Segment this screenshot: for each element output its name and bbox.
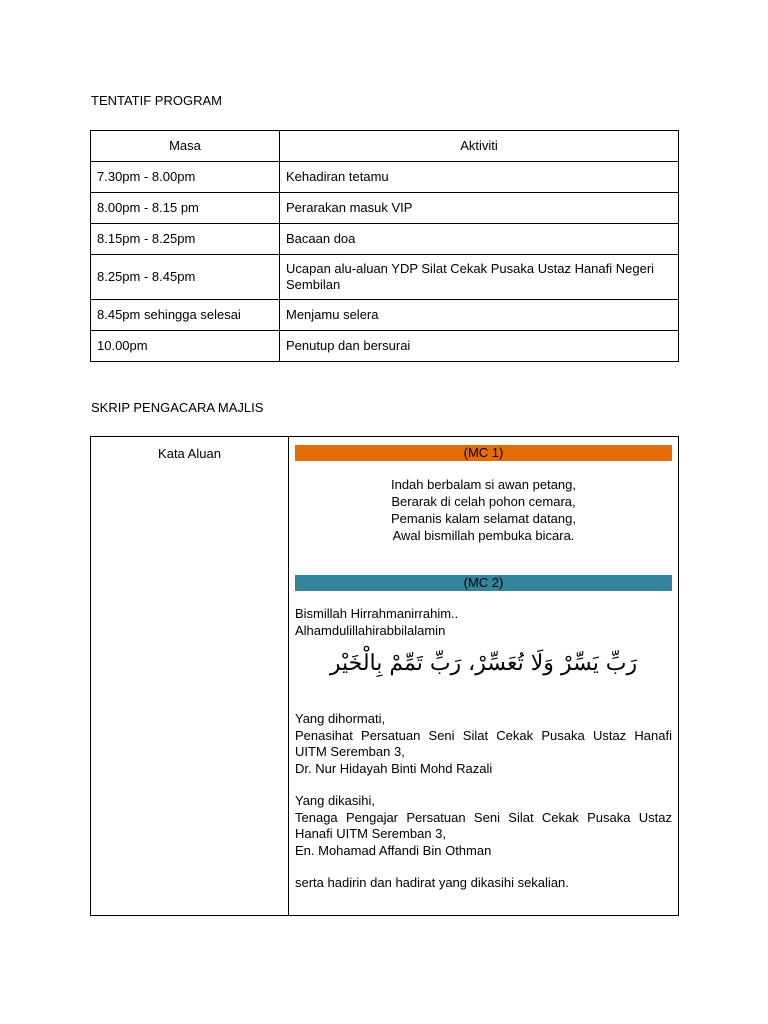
pantun bbox=[295, 476, 672, 544]
arabic-prayer: رَبِّ يَسِّرْ وَلَا تُعَسِّرْ، رَبِّ تَمِّمْ بِالْخَيْر bbox=[329, 651, 638, 676]
cell-aktiviti: Kehadiran tetamu bbox=[280, 162, 679, 193]
pantun-line: Berarak di celah pohon cemara, bbox=[391, 494, 576, 509]
section-label: Kata Aluan bbox=[158, 446, 221, 461]
greeting-line: Bismillah Hirrahmanirrahim.. bbox=[295, 606, 459, 621]
column-divider bbox=[288, 437, 289, 915]
cell-masa: 8.15pm - 8.25pm bbox=[91, 224, 280, 255]
cell-masa: 8.00pm - 8.15 pm bbox=[91, 193, 280, 224]
salutation-line: Yang dihormati, bbox=[295, 711, 386, 726]
pantun-line: Indah berbalam si awan petang, bbox=[390, 477, 576, 492]
salutation-line: Penasihat Persatuan Seni Silat Cekak Pusaka Ustaz Hanafi UITM Seremban 3, bbox=[295, 727, 672, 759]
skrip-table bbox=[90, 436, 679, 916]
cell-aktiviti: Menjamu selera bbox=[280, 300, 679, 331]
dihormati-block bbox=[295, 711, 672, 777]
cell-masa: 8.45pm sehingga selesai bbox=[91, 300, 280, 331]
closing-greeting: serta hadirin dan hadirat yang dikasihi sekalian. bbox=[295, 875, 569, 890]
cell-aktiviti: Ucapan alu-aluan YDP Silat Cekak Pusaka Ustaz Hanafi Negeri Sembilan bbox=[280, 255, 679, 300]
mc2-banner: (MC 2) bbox=[295, 575, 672, 591]
cell-aktiviti: Penutup dan bersurai bbox=[280, 331, 679, 362]
cell-masa: 7.30pm - 8.00pm bbox=[91, 162, 280, 193]
cell-aktiviti: Bacaan doa bbox=[280, 224, 679, 255]
table-row bbox=[91, 193, 679, 224]
opening-greeting bbox=[295, 606, 672, 639]
table-header-row bbox=[91, 131, 679, 162]
salutation-line: En. Mohamad Affandi Bin Othman bbox=[295, 842, 492, 858]
mc1-banner: (MC 1) bbox=[295, 445, 672, 461]
cell-masa: 8.25pm - 8.45pm bbox=[91, 255, 280, 300]
pantun-line: Awal bismillah pembuka bicara. bbox=[392, 528, 575, 543]
table-row bbox=[91, 331, 679, 362]
dikasihi-block bbox=[295, 793, 672, 859]
salutation-line: Tenaga Pengajar Persatuan Seni Silat Cekak Pusaka Ustaz Hanafi UITM Seremban 3, bbox=[295, 809, 672, 841]
program-table bbox=[90, 130, 679, 362]
program-heading: TENTATIF PROGRAM bbox=[91, 93, 222, 108]
table-row bbox=[91, 300, 679, 331]
salutation-line: Yang dikasihi, bbox=[295, 793, 375, 808]
cell-masa: 10.00pm bbox=[91, 331, 280, 362]
pantun-line: Pemanis kalam selamat datang, bbox=[391, 511, 576, 526]
table-row bbox=[91, 255, 679, 300]
greeting-line: Alhamdulillahirabbilalamin bbox=[295, 622, 446, 638]
salutation-line: Dr. Nur Hidayah Binti Mohd Razali bbox=[295, 760, 493, 776]
table-row bbox=[91, 162, 679, 193]
cell-aktiviti: Perarakan masuk VIP bbox=[280, 193, 679, 224]
skrip-heading: SKRIP PENGACARA MAJLIS bbox=[91, 400, 264, 415]
column-header-masa: Masa bbox=[91, 131, 280, 162]
table-row bbox=[91, 224, 679, 255]
column-header-aktiviti: Aktiviti bbox=[280, 131, 679, 162]
